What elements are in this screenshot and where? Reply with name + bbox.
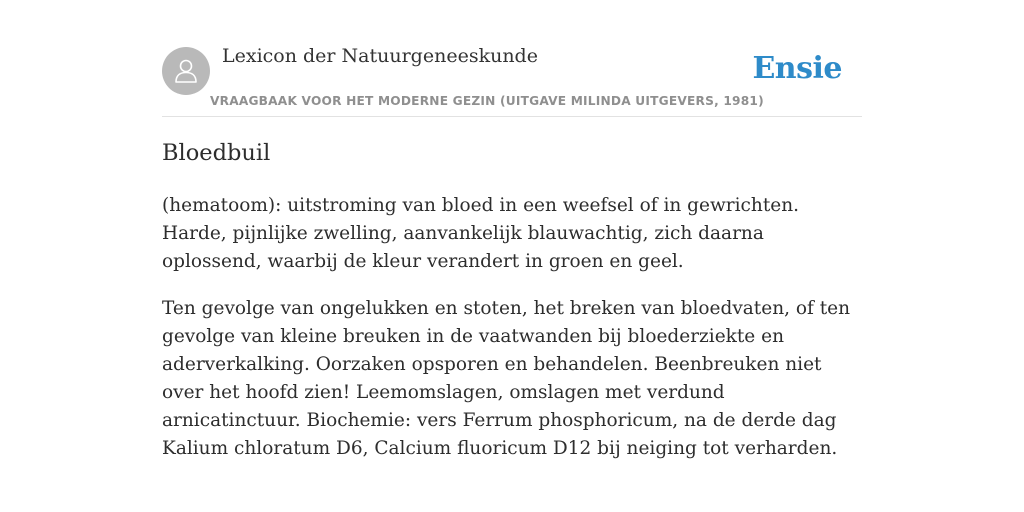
user-icon bbox=[171, 56, 201, 86]
lexicon-subtitle: VRAAGBAAK VOOR HET MODERNE GEZIN (UITGAVE MILINDA UITGEVERS, 1981) bbox=[210, 94, 764, 108]
lexicon-title[interactable]: Lexicon der Natuurgeneeskunde bbox=[222, 45, 538, 67]
entry-title: Bloedbuil bbox=[162, 140, 271, 166]
entry-body bbox=[162, 192, 852, 482]
lexicon-avatar[interactable] bbox=[162, 47, 210, 95]
brand-logo[interactable]: Ensie bbox=[752, 51, 842, 86]
entry-paragraph: Ten gevolge van ongelukken en stoten, het breken van bloedvaten, of ten gevolge van kleine breuken in de vaatwanden bij bloederziekte en aderverkalking. Oorzaken opsporen en behandelen. Beenbreuken niet over het hoofd zien! Leemomslagen, omslagen met verdund arnicatinctuur. Biochemie: vers Ferrum phosphoricum, na de derde dag Kalium chloratum D6, Calcium fluoricum D12 bij neiging tot verharden. bbox=[162, 298, 851, 459]
lexicon-header bbox=[162, 44, 862, 117]
entry-paragraph: (hematoom): uitstroming van bloed in een weefsel of in gewrichten. Harde, pijnlijke zwelling, aanvankelijk blauwachtig, zich daarna oplossend, waarbij de kleur verandert in groen en geel. bbox=[162, 195, 799, 272]
